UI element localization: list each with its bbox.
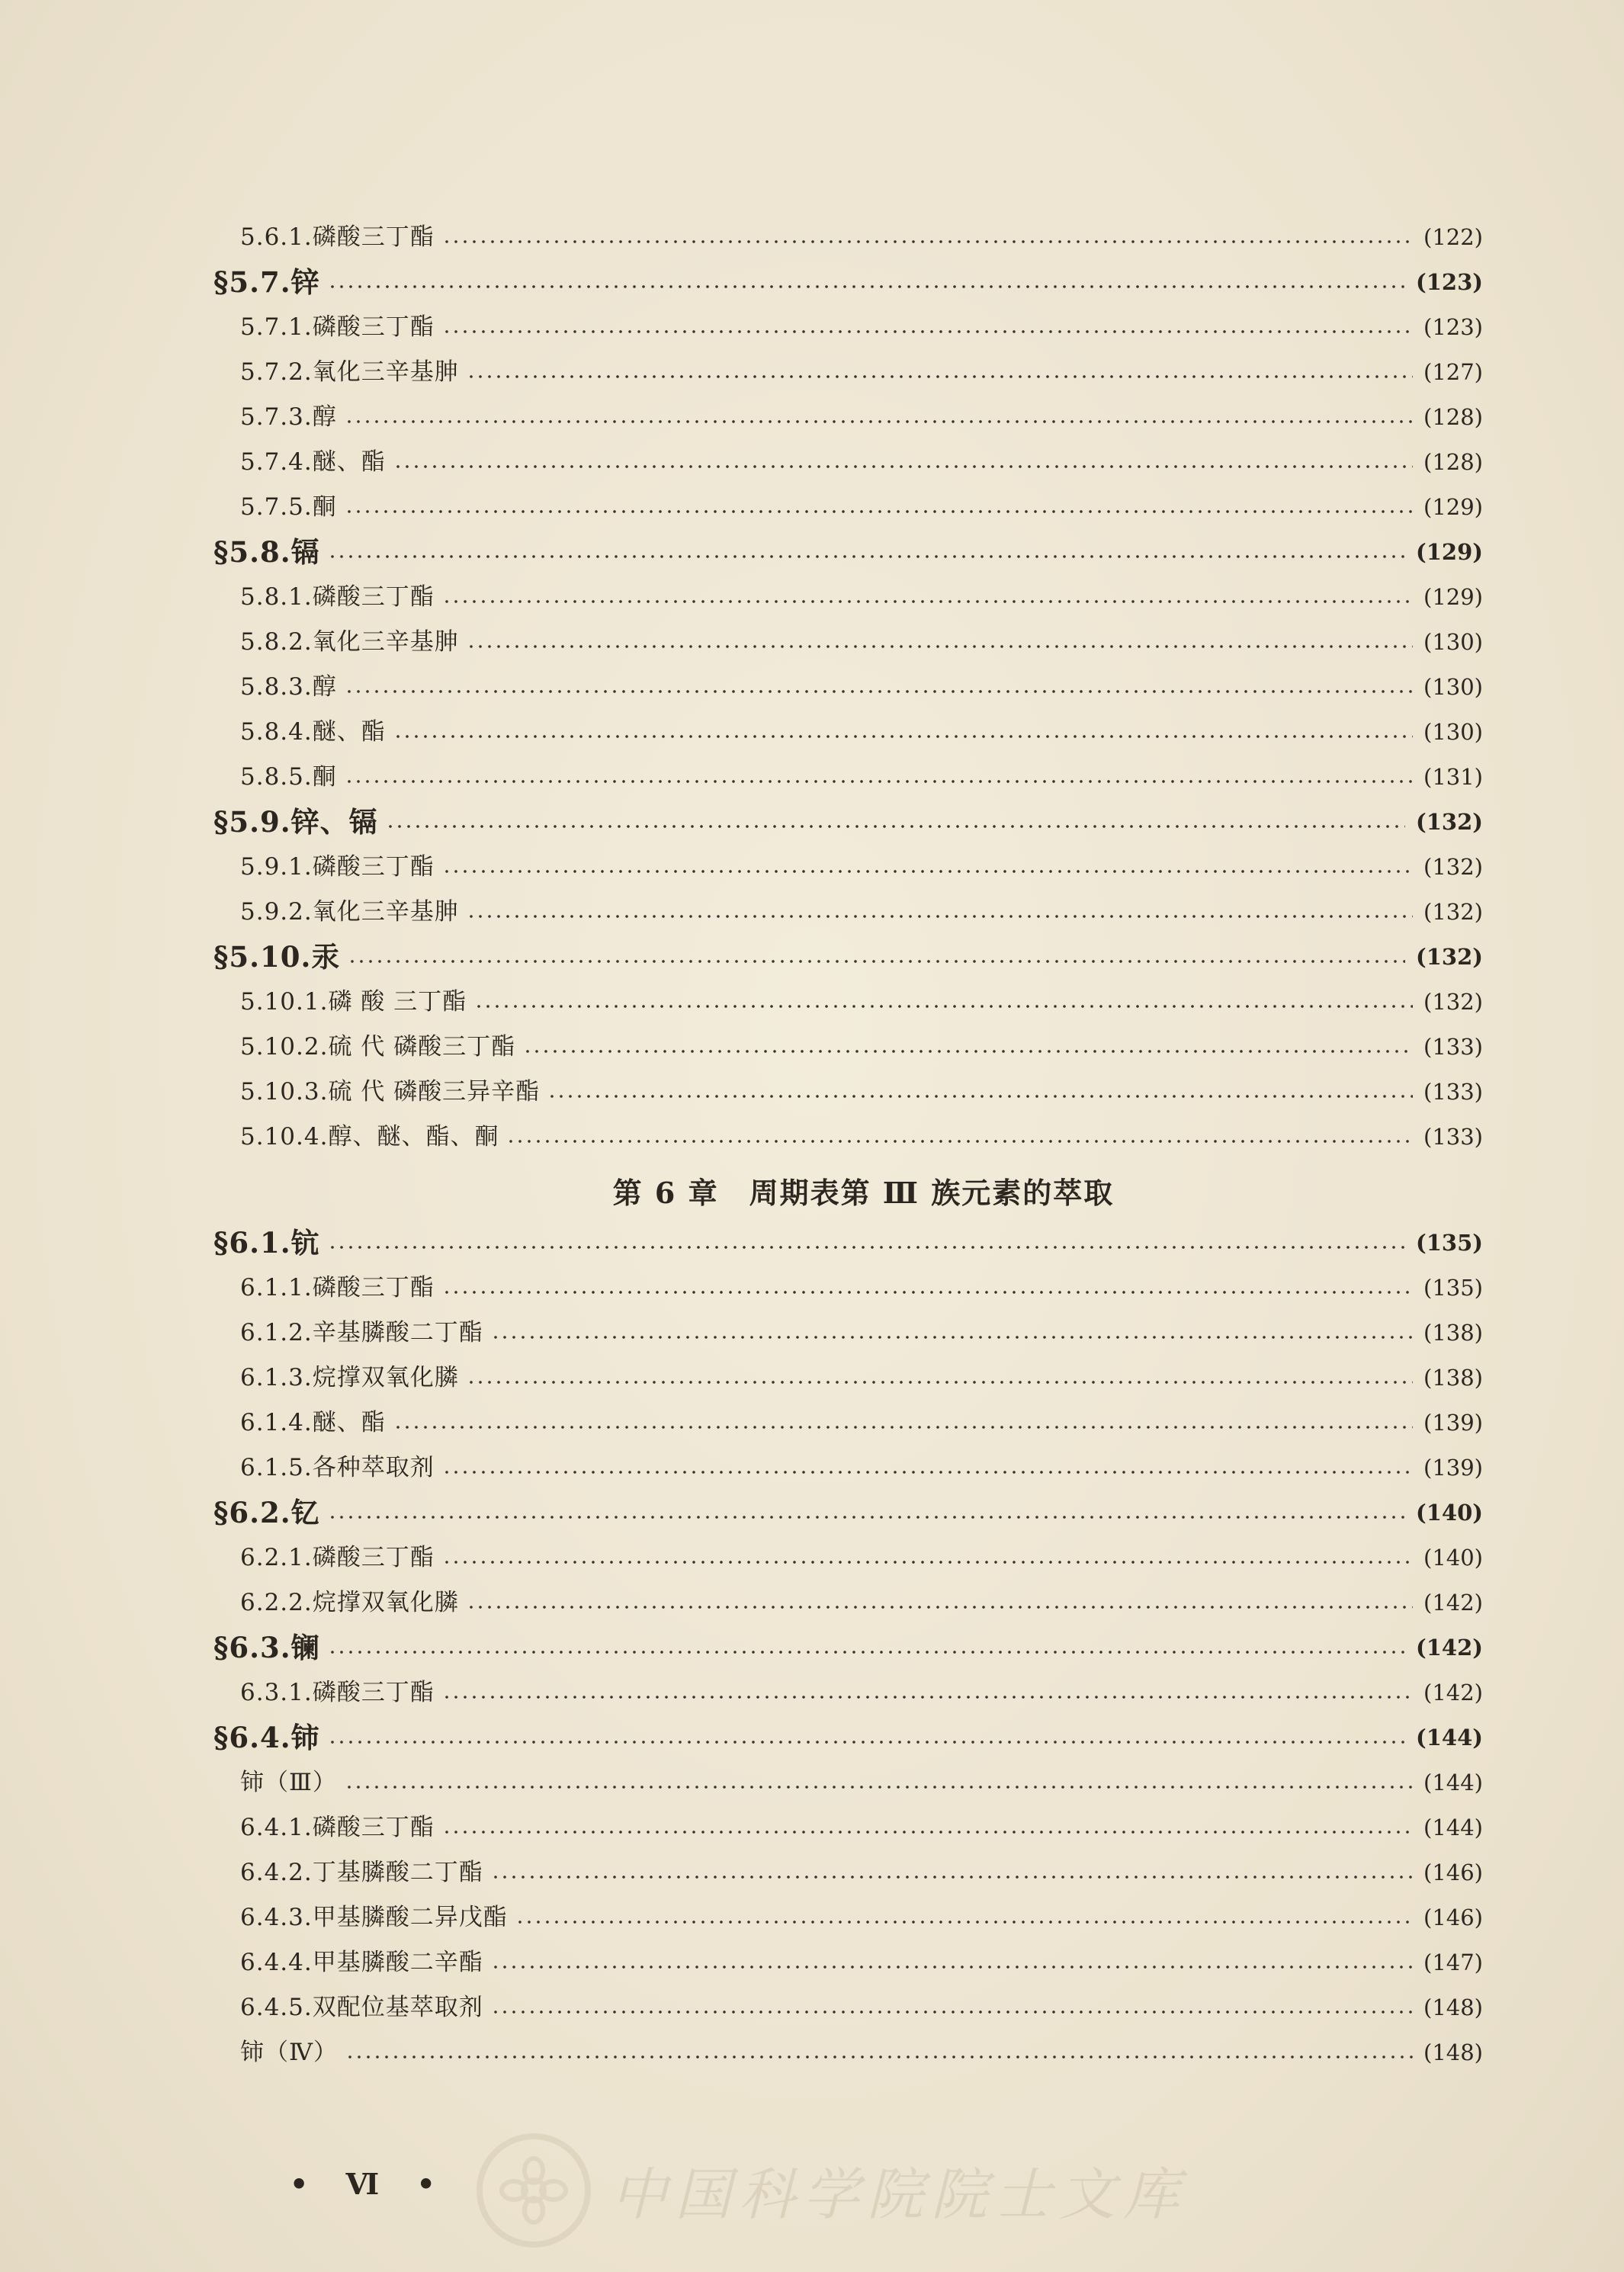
dot-leader	[442, 240, 1413, 243]
toc-entry-page: (132)	[1423, 989, 1483, 1015]
dot-leader	[442, 1561, 1413, 1564]
dot-leader	[467, 375, 1413, 378]
toc-entry-page: (142)	[1423, 1590, 1483, 1616]
toc-entry-page: (128)	[1423, 404, 1483, 430]
dot-leader	[393, 735, 1413, 738]
dot-leader	[474, 1005, 1413, 1008]
toc-entry-page: (129)	[1423, 494, 1483, 520]
toc-section-entry	[213, 1221, 1483, 1266]
dot-leader	[345, 510, 1413, 513]
toc-entry-page: (146)	[1423, 1905, 1483, 1930]
toc-section-entry	[213, 260, 1483, 305]
toc-entry-page: (146)	[1423, 1860, 1483, 1885]
toc-entry-page: (129)	[1416, 539, 1483, 565]
dot-leader	[491, 1876, 1413, 1879]
toc-section-entry	[213, 1715, 1483, 1760]
toc-entry-page: (129)	[1423, 584, 1483, 610]
toc-entry-label: 5.10.2.硫 代 磷酸三丁酯	[240, 1033, 516, 1061]
toc-entry-page: (132)	[1423, 899, 1483, 925]
toc-entry	[213, 1940, 1483, 1985]
toc-entry	[213, 1446, 1483, 1491]
toc-entry-page: (139)	[1423, 1455, 1483, 1481]
toc-entry-page: (132)	[1416, 809, 1483, 835]
toc-entry	[213, 1580, 1483, 1625]
dot-leader	[328, 1651, 1405, 1654]
toc-entry	[213, 305, 1483, 350]
toc-group-chapter-5	[213, 215, 1483, 1160]
dot-leader	[393, 1426, 1413, 1429]
toc-entry-page: (122)	[1423, 224, 1483, 250]
dot-leader	[491, 1966, 1413, 1969]
toc-entry-label: §5.9.锌、镉	[213, 805, 378, 839]
toc-entry-label: §5.8.镉	[213, 535, 320, 569]
toc-entry-page: (144)	[1423, 1770, 1483, 1795]
toc-entry	[213, 350, 1483, 395]
toc-entry-page: (139)	[1423, 1410, 1483, 1436]
toc-entry	[213, 1070, 1483, 1115]
toc-entry-label: §6.3.镧	[213, 1631, 320, 1664]
seal-icon	[477, 2133, 591, 2248]
toc-entry-label: 6.1.1.磷酸三丁酯	[240, 1274, 435, 1301]
toc-entry-label: 5.7.4.醚、酯	[240, 448, 386, 476]
toc-entry	[213, 395, 1483, 440]
toc-entry-label: 5.8.3.醇	[240, 673, 337, 701]
toc-entry-page: (135)	[1423, 1275, 1483, 1301]
table-of-contents	[213, 215, 1483, 2075]
toc-entry-label: 5.8.5.酮	[240, 763, 337, 791]
toc-entry	[213, 2030, 1483, 2075]
dot-leader	[328, 1741, 1405, 1744]
dot-leader	[442, 600, 1413, 603]
toc-entry	[213, 215, 1483, 260]
dot-leader	[467, 1381, 1413, 1384]
toc-entry	[213, 755, 1483, 800]
dot-leader	[491, 2010, 1413, 2014]
toc-entry-label: §5.7.锌	[213, 265, 320, 299]
toc-entry-page: (144)	[1416, 1725, 1483, 1751]
dot-leader	[442, 1696, 1413, 1699]
toc-entry-label: 5.7.1.磷酸三丁酯	[240, 313, 435, 341]
toc-entry-page: (128)	[1423, 449, 1483, 475]
dot-leader	[328, 1246, 1405, 1249]
toc-entry-label: 5.10.1.磷 酸 三丁酯	[240, 988, 467, 1016]
toc-entry-page: (132)	[1423, 854, 1483, 880]
toc-entry	[213, 1536, 1483, 1580]
toc-entry	[213, 710, 1483, 755]
dot-leader	[547, 1095, 1413, 1098]
toc-entry-label: §5.10.汞	[213, 940, 341, 974]
toc-entry-page: (140)	[1423, 1545, 1483, 1571]
toc-section-entry	[213, 1625, 1483, 1670]
toc-entry-label: 6.4.4.甲基膦酸二辛酯	[240, 1949, 483, 1976]
toc-entry	[213, 1401, 1483, 1446]
toc-section-entry	[213, 530, 1483, 575]
toc-entry	[213, 1805, 1483, 1850]
dot-leader	[506, 1140, 1413, 1143]
dot-leader	[467, 1606, 1413, 1609]
dot-leader	[348, 960, 1405, 963]
toc-entry-label: 6.4.5.双配位基萃取剂	[240, 1994, 483, 2021]
dot-leader	[328, 1516, 1405, 1519]
toc-entry-label: §6.1.钪	[213, 1226, 320, 1260]
toc-entry-page: (133)	[1423, 1079, 1483, 1105]
toc-entry-label: 6.2.1.磷酸三丁酯	[240, 1544, 435, 1571]
toc-entry-page: (123)	[1423, 314, 1483, 340]
toc-section-entry	[213, 935, 1483, 980]
page-number: • Ⅵ •	[290, 2167, 449, 2201]
dot-leader	[442, 870, 1413, 873]
toc-entry-label: 6.1.5.各种萃取剂	[240, 1454, 435, 1481]
toc-entry-label: 5.10.4.醇、醚、酯、酮	[240, 1123, 499, 1150]
toc-entry	[213, 890, 1483, 935]
dot-leader	[386, 825, 1405, 828]
toc-entry	[213, 665, 1483, 710]
toc-entry-page: (130)	[1423, 629, 1483, 655]
toc-entry-label: 铈（Ⅲ）	[240, 1769, 337, 1796]
toc-entry	[213, 1670, 1483, 1715]
toc-section-entry	[213, 800, 1483, 845]
dot-leader	[345, 780, 1413, 783]
toc-entry	[213, 1356, 1483, 1401]
toc-entry-label: 5.8.4.醚、酯	[240, 718, 386, 746]
watermark-text: 中国科学院院士文库	[611, 2162, 1187, 2228]
dot-leader	[345, 690, 1413, 693]
toc-entry-label: 6.4.1.磷酸三丁酯	[240, 1814, 435, 1841]
toc-entry-page: (132)	[1416, 944, 1483, 970]
toc-entry-label: 6.3.1.磷酸三丁酯	[240, 1679, 435, 1706]
toc-entry	[213, 440, 1483, 485]
dot-leader	[515, 1921, 1413, 1924]
dot-leader	[442, 330, 1413, 333]
toc-entry-label: 5.9.1.磷酸三丁酯	[240, 853, 435, 881]
chapter-heading: 第 6 章 周期表第 Ⅲ 族元素的萃取	[612, 1175, 1115, 1210]
toc-entry-label: 6.1.3.烷撑双氧化膦	[240, 1364, 459, 1391]
toc-entry-label: 5.6.1.磷酸三丁酯	[240, 223, 435, 251]
toc-entry-page: (123)	[1416, 269, 1483, 295]
toc-group-chapter-6	[213, 1221, 1483, 2075]
toc-entry-label: 6.1.2.辛基膦酸二丁酯	[240, 1319, 483, 1346]
toc-entry-page: (133)	[1423, 1034, 1483, 1060]
toc-entry-page: (131)	[1423, 764, 1483, 790]
toc-entry-label: §6.4.铈	[213, 1721, 320, 1754]
toc-entry-page: (133)	[1423, 1124, 1483, 1150]
dot-leader	[345, 2055, 1413, 2059]
dot-leader	[345, 1786, 1413, 1789]
toc-entry-page: (138)	[1423, 1365, 1483, 1391]
toc-entry	[213, 620, 1483, 665]
toc-entry	[213, 1850, 1483, 1895]
toc-entry-label: 5.8.2.氧化三辛基胂	[240, 628, 459, 656]
toc-entry-page: (135)	[1416, 1230, 1483, 1256]
toc-entry-page: (142)	[1423, 1680, 1483, 1706]
dot-leader	[523, 1050, 1413, 1053]
toc-entry	[213, 1115, 1483, 1160]
toc-entry	[213, 575, 1483, 620]
dot-leader	[467, 645, 1413, 648]
dot-leader	[442, 1831, 1413, 1834]
toc-entry-label: 6.4.3.甲基膦酸二异戊酯	[240, 1904, 508, 1931]
toc-entry-label: 铈（Ⅳ）	[240, 2039, 338, 2066]
toc-entry	[213, 1895, 1483, 1940]
toc-entry-page: (148)	[1423, 1994, 1483, 2020]
dot-leader	[328, 555, 1405, 558]
toc-entry-page: (142)	[1416, 1635, 1483, 1661]
dot-leader	[491, 1336, 1413, 1339]
dot-leader	[467, 915, 1413, 918]
dot-leader	[345, 420, 1413, 423]
toc-entry-label: 5.7.3.醇	[240, 403, 337, 431]
toc-entry	[213, 1760, 1483, 1805]
toc-entry-label: §6.2.钇	[213, 1496, 320, 1529]
watermark	[477, 2133, 1187, 2248]
dot-leader	[442, 1291, 1413, 1294]
toc-entry-label: 5.8.1.磷酸三丁酯	[240, 583, 435, 611]
dot-leader	[393, 465, 1413, 468]
toc-entry-label: 5.7.5.酮	[240, 493, 337, 521]
toc-entry-label: 6.1.4.醚、酯	[240, 1409, 386, 1436]
toc-entry	[213, 1985, 1483, 2030]
toc-entry	[213, 1311, 1483, 1356]
toc-section-entry	[213, 1491, 1483, 1536]
toc-entry	[213, 485, 1483, 530]
toc-entry-page: (130)	[1423, 674, 1483, 700]
toc-entry-page: (147)	[1423, 1949, 1483, 1975]
toc-entry-page: (127)	[1423, 359, 1483, 385]
toc-entry	[213, 1266, 1483, 1311]
toc-entry	[213, 845, 1483, 890]
toc-entry-page: (138)	[1423, 1320, 1483, 1346]
toc-entry-page: (148)	[1423, 2039, 1483, 2065]
toc-entry-page: (130)	[1423, 719, 1483, 745]
toc-entry-label: 6.2.2.烷撑双氧化膦	[240, 1589, 459, 1616]
toc-entry	[213, 1025, 1483, 1070]
toc-entry-page: (144)	[1423, 1815, 1483, 1840]
toc-entry-label: 5.7.2.氧化三辛基胂	[240, 358, 459, 386]
toc-entry-label: 5.10.3.硫 代 磷酸三异辛酯	[240, 1078, 541, 1106]
toc-entry-label: 6.4.2.丁基膦酸二丁酯	[240, 1859, 483, 1886]
toc-entry-page: (140)	[1416, 1500, 1483, 1526]
toc-entry	[213, 980, 1483, 1025]
dot-leader	[328, 285, 1405, 288]
toc-entry-label: 5.9.2.氧化三辛基胂	[240, 898, 459, 926]
dot-leader	[442, 1471, 1413, 1474]
